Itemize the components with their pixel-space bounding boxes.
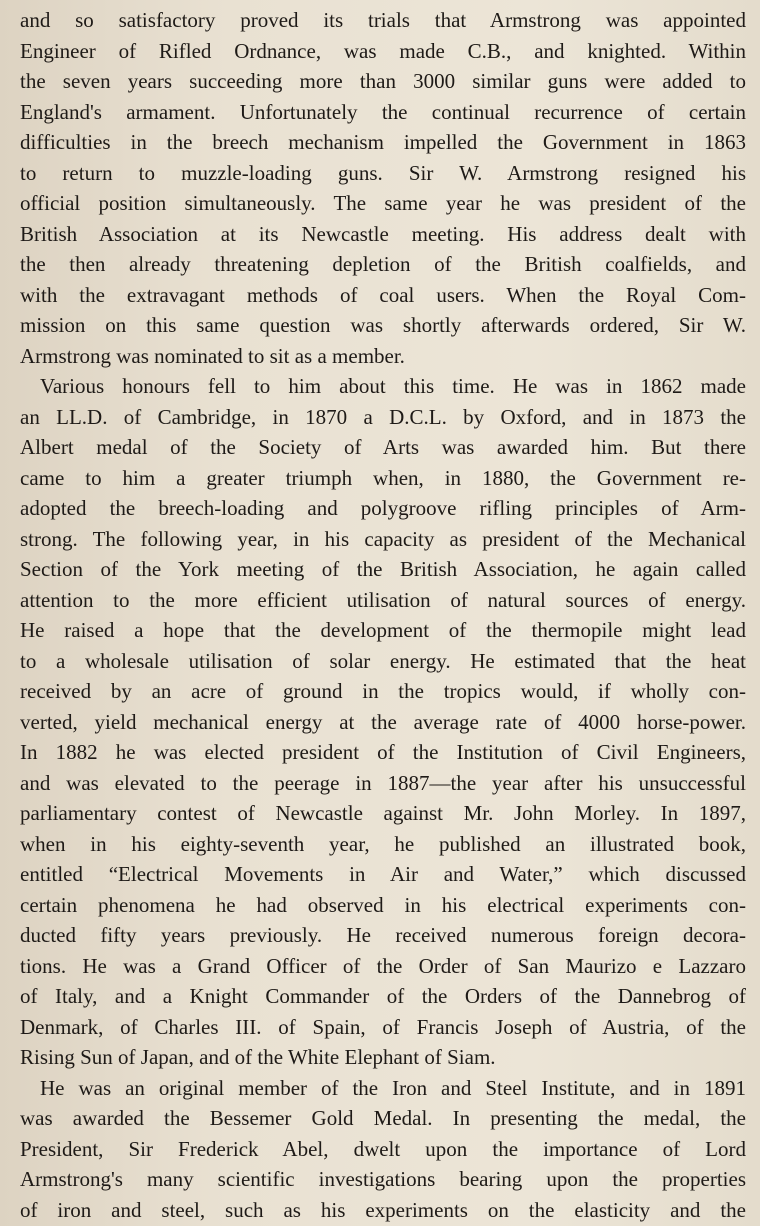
- text-line: and was elevated to the peerage in 1887—the year after his unsuccessful: [20, 770, 746, 795]
- text-line: entitled “Electrical Movements in Air and Water,” which discussed: [20, 862, 746, 886]
- text-line: He raised a hope that the development of the thermopile might lead: [20, 618, 746, 642]
- text-line: of iron and steel, such as his experiments on the elasticity and the: [20, 1197, 746, 1222]
- text-line: official position simultaneously. The same year he was president of the: [20, 191, 746, 215]
- text-line: was awarded the Bessemer Gold Medal. In presenting the medal, the: [20, 1106, 746, 1130]
- text-line: with the extravagant methods of coal users. When the Royal Com-: [20, 282, 746, 307]
- text-line: England's armament. Unfortunately the continual recurrence of certain: [20, 99, 746, 124]
- text-line: tions. He was a Grand Officer of the Order of San Maurizo e Lazzaro: [20, 953, 746, 978]
- text-line: when in his eighty-seventh year, he published an illustrated book,: [20, 831, 746, 856]
- text-line: strong. The following year, in his capacity as president of the Mechanical: [20, 526, 746, 551]
- text-line: Rising Sun of Japan, and of the White Elephant of Siam.: [20, 1045, 496, 1069]
- text-line: Engineer of Rifled Ordnance, was made C.B., and knighted. Within: [20, 38, 746, 63]
- text-line: difficulties in the breech mechanism impelled the Government in 1863: [20, 130, 746, 154]
- text-line: to return to muzzle-loading guns. Sir W. Armstrong resigned his: [20, 160, 746, 185]
- text-line: adopted the breech-loading and polygroove rifling principles of Arm-: [20, 496, 746, 520]
- text-line: received by an acre of ground in the tropics would, if wholly con-: [20, 679, 746, 703]
- text-line: an LL.D. of Cambridge, in 1870 a D.C.L. by Oxford, and in 1873 the: [20, 404, 746, 429]
- text-line: Denmark, of Charles III. of Spain, of Francis Joseph of Austria, of the: [20, 1014, 746, 1039]
- text-line: of Italy, and a Knight Commander of the Orders of the Dannebrog of: [20, 984, 746, 1008]
- text-line: In 1882 he was elected president of the Institution of Civil Engineers,: [20, 740, 746, 764]
- text-line: Armstrong was nominated to sit as a member.: [20, 343, 405, 368]
- text-line: Various honours fell to him about this time. He was in 1862 made: [40, 374, 746, 398]
- text-line: the seven years succeeding more than 3000 similar guns were added to: [20, 69, 746, 93]
- text-line: parliamentary contest of Newcastle against Mr. John Morley. In 1897,: [20, 801, 746, 825]
- text-line: the then already threatening depletion of the British coalfields, and: [20, 252, 746, 276]
- text-line: Albert medal of the Society of Arts was awarded him. But there: [20, 435, 746, 459]
- text-line: Section of the York meeting of the British Association, he again called: [20, 557, 746, 581]
- text-line: and so satisfactory proved its trials that Armstrong was appointed: [20, 8, 746, 32]
- text-line: came to him a greater triumph when, in 1880, the Government re-: [20, 465, 746, 490]
- text-line: to a wholesale utilisation of solar energy. He estimated that the heat: [20, 648, 746, 673]
- text-line: Armstrong's many scientific investigations bearing upon the properties: [20, 1167, 746, 1191]
- text-line: attention to the more efficient utilisation of natural sources of energy.: [20, 587, 746, 612]
- text-line: mission on this same question was shortly afterwards ordered, Sir W.: [20, 313, 746, 337]
- text-line: certain phenomena he had observed in his electrical experiments con-: [20, 892, 746, 917]
- book-page-text: [20, 5, 746, 1225]
- text-line: British Association at its Newcastle meeting. His address dealt with: [20, 221, 746, 246]
- text-line: President, Sir Frederick Abel, dwelt upon the importance of Lord: [20, 1136, 746, 1161]
- text-line: ducted fifty years previously. He received numerous foreign decora-: [20, 923, 746, 947]
- text-line: He was an original member of the Iron and Steel Institute, and in 1891: [40, 1075, 746, 1100]
- text-line: verted, yield mechanical energy at the average rate of 4000 horse-power.: [20, 709, 746, 734]
